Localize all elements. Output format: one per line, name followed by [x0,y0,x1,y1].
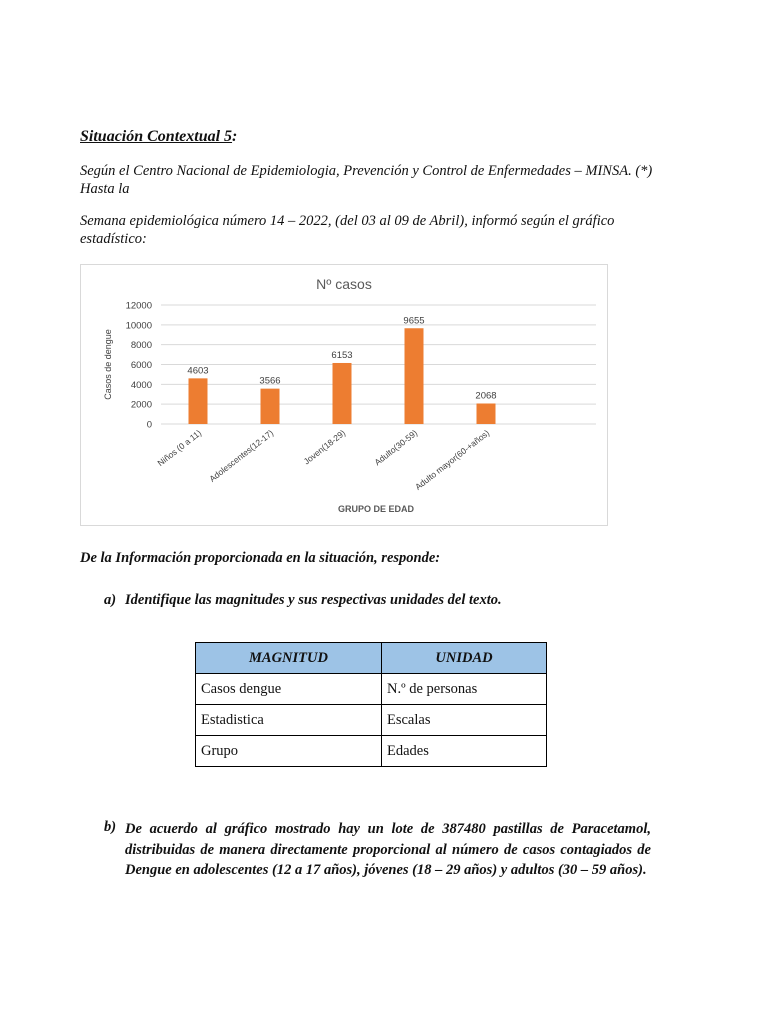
section-title [80,128,237,146]
y-tick-label: 12000 [125,300,152,312]
data-label: 6153 [331,349,353,361]
question-a-text: Identifique las magnitudes y sus respectivas unidades del texto. [125,592,502,608]
x-tick-label: Adulto(30-59) [372,427,420,468]
header-magnitud: MAGNITUD [196,643,382,674]
table-cell: Edades [382,736,547,767]
question-a-label: a) [104,592,117,608]
y-tick-label: 10000 [125,320,152,332]
y-tick-label: 6000 [130,360,152,371]
chart-svg [81,265,607,525]
cases-chart [80,264,608,526]
data-label: 2068 [475,390,497,402]
bar [333,363,352,424]
x-tick-label: Niños (0 a 11) [155,427,204,469]
table-cell: Escalas [382,705,547,736]
bar [189,378,208,424]
header-unidad: UNIDAD [382,643,547,674]
instruction-text: De la Información proporcionada en la situación, responde: [80,550,441,566]
bar [477,403,496,424]
table-cell: N.º de personas [382,674,547,705]
section-title-colon: : [232,128,238,145]
question-b-label: b) [104,819,117,835]
table-cell: Casos dengue [196,674,382,705]
bar [261,389,280,424]
section-title-text: Situación Contextual 5 [80,128,233,145]
y-axis-label: Casos de dengue [103,329,113,400]
table-cell: Estadistica [196,705,382,736]
question-b-text: De acuerdo al gráfico mostrado hay un lote de 387480 pastillas de Paracetamol, distribuidas de manera directamente proporcional al número de casos contagiados de Dengue en adolescentes (12 a 17 años), jóvenes (18 – 29 años) y adultos (30 – 59 años). [125,821,651,878]
table-row [196,736,547,767]
data-label: 3566 [259,375,281,387]
data-label: 9655 [403,315,425,327]
intro-paragraph-1: Según el Centro Nacional de Epidemiologia, Prevención y Control de Enfermedades – MINSA. (*) Hasta la [80,163,653,197]
x-tick-label: Adulto mayor(60-+años) [413,427,492,492]
chart-title: Nº casos [316,276,372,292]
x-tick-label: Joven(18-29) [301,427,348,467]
table-row [196,705,547,736]
magnitudes-table [195,642,547,767]
y-tick-label: 2000 [130,399,152,411]
y-tick-label: 4000 [130,379,152,391]
table-row [196,674,547,705]
bar [405,328,424,424]
x-tick-label: Adolescentes(12-17) [207,427,276,484]
data-label: 4603 [187,365,209,377]
table-header-row [196,643,547,674]
y-tick-label: 8000 [130,340,152,352]
y-tick-label: 0 [146,419,152,431]
intro-paragraph-2: Semana epidemiológica número 14 – 2022, (del 03 al 09 de Abril), informó según el gráfico estadístico: [80,213,615,247]
x-axis-label: GRUPO DE EDAD [337,504,415,514]
table-cell: Grupo [196,736,382,767]
